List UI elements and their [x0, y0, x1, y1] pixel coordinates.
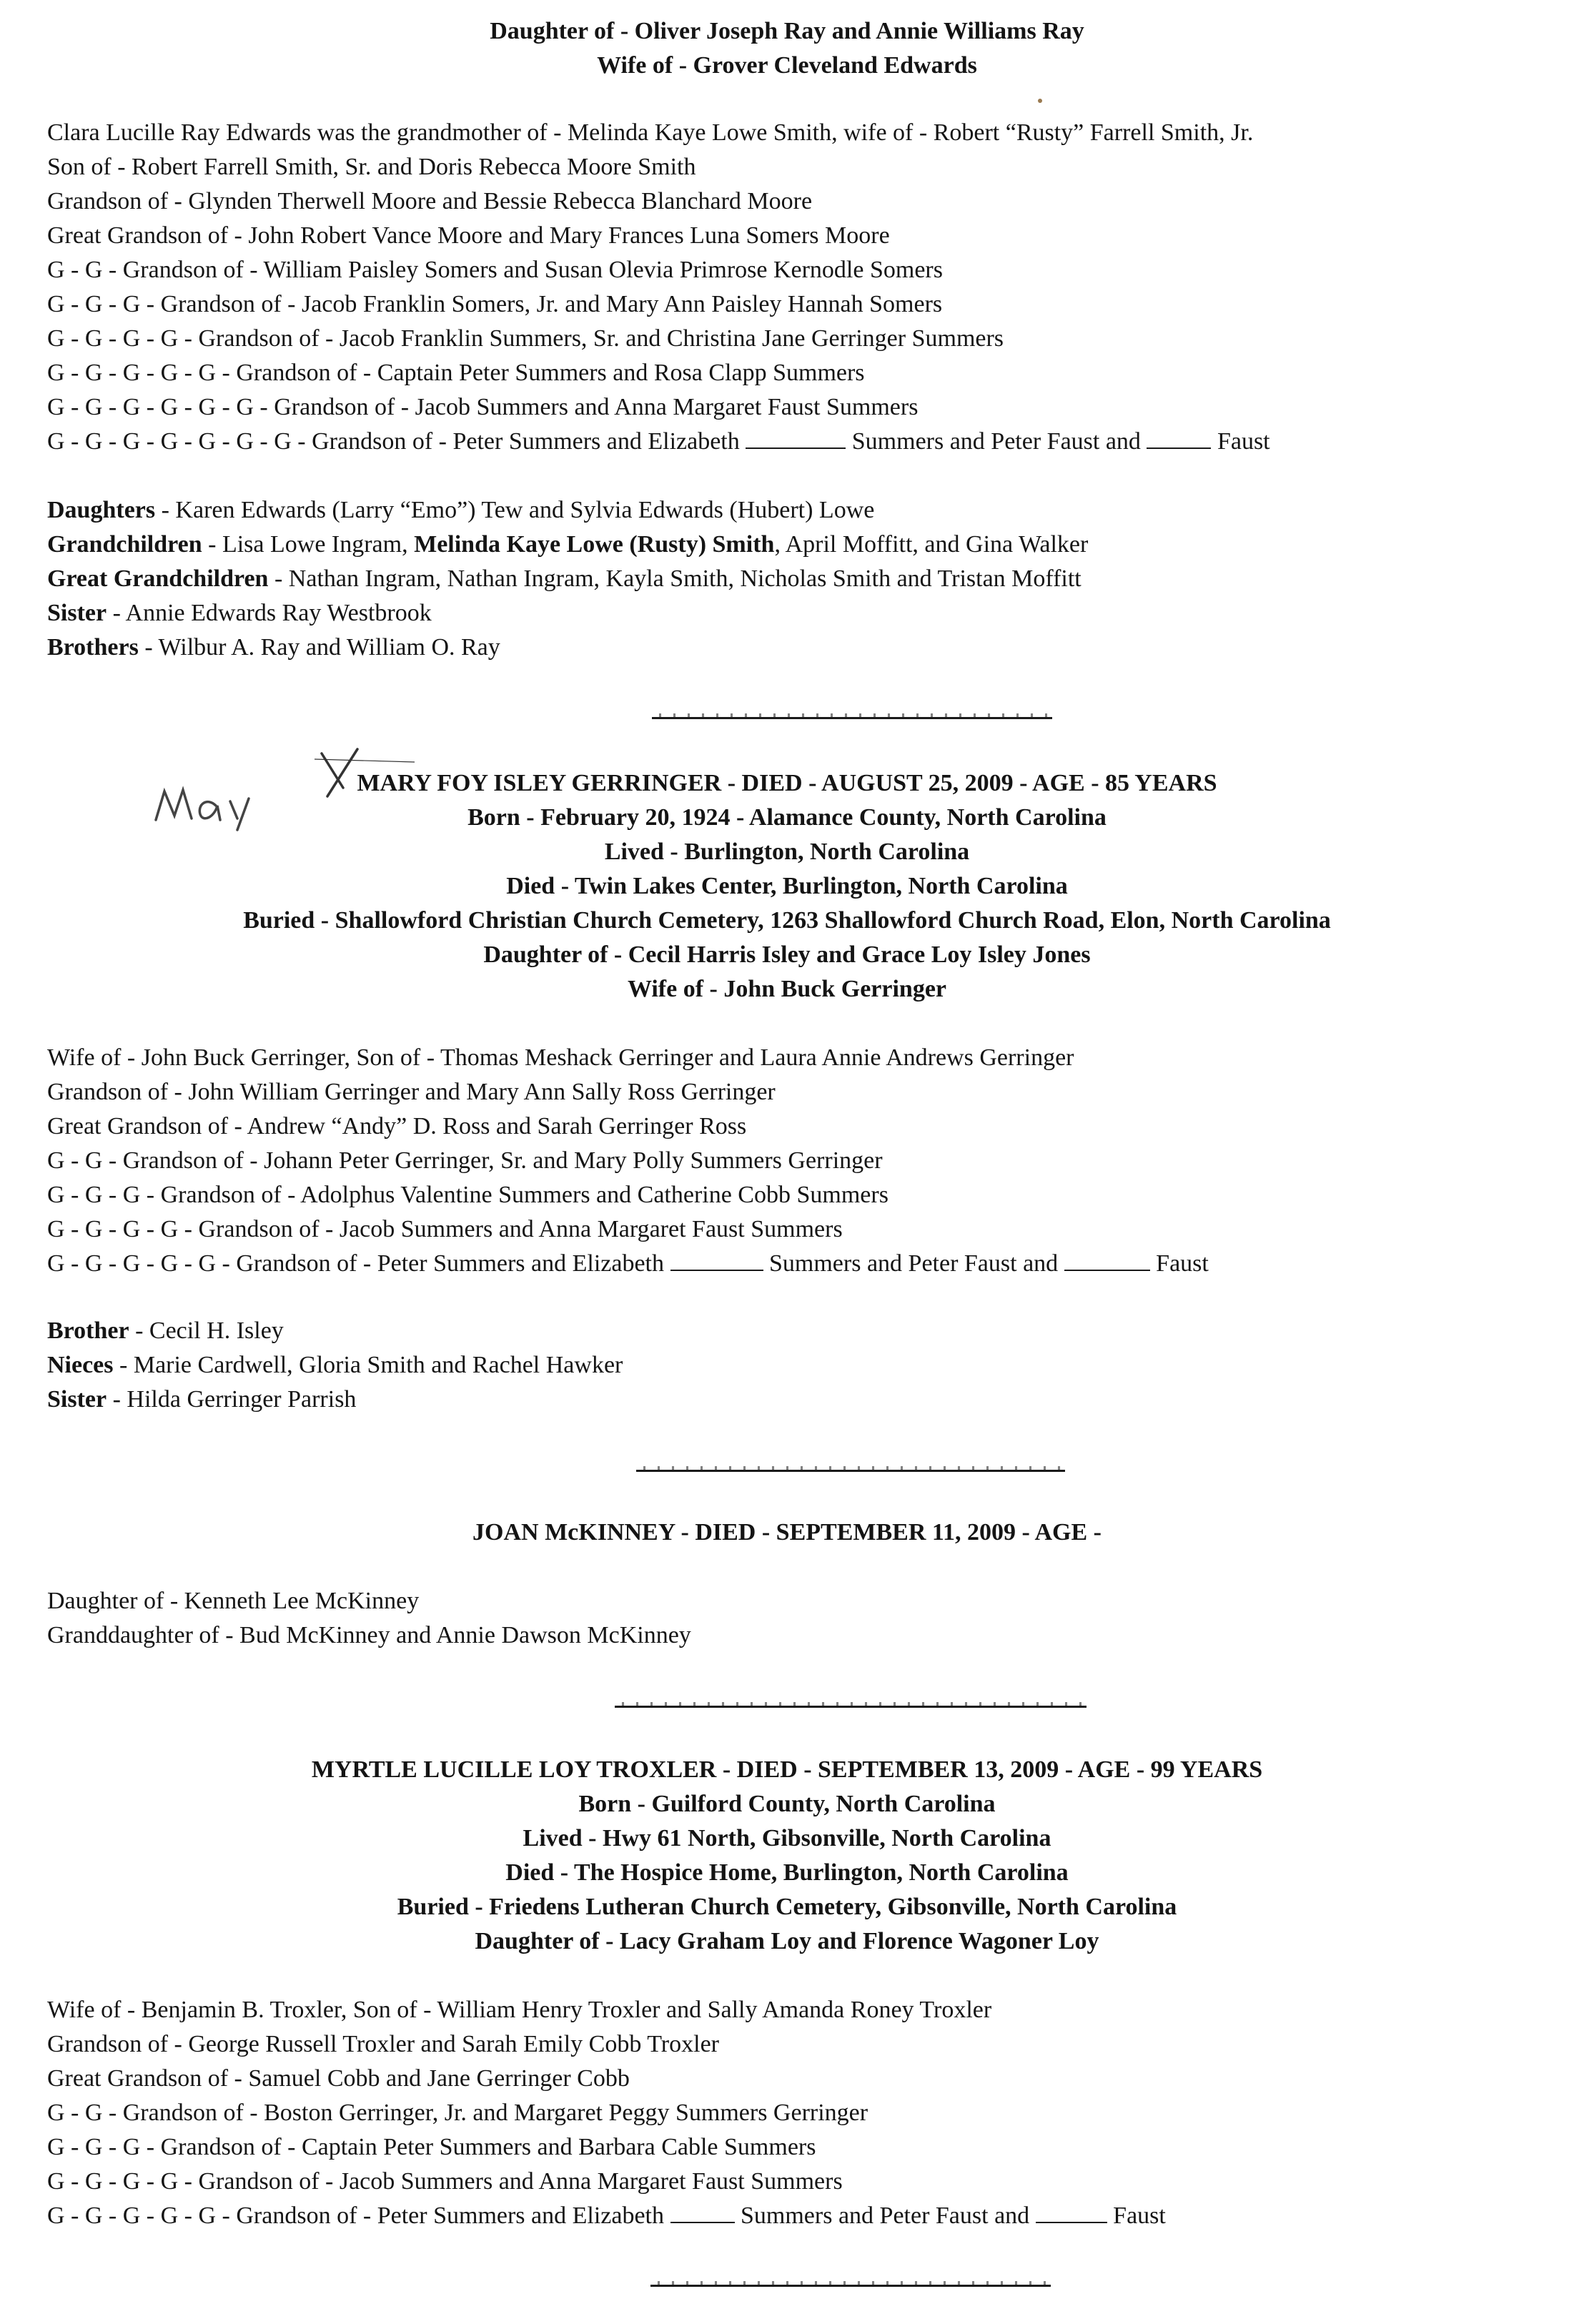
section4-header-line: Buried - Friedens Lutheran Church Cemetery, Gibsonville, North Carolina: [397, 1894, 1177, 1920]
section4-lineage-line: G - G - Grandson of - Boston Gerringer, Jr. and Margaret Peggy Summers Gerringer: [47, 2100, 868, 2126]
lineage-text: Summers and Peter Faust and: [851, 428, 1141, 455]
fill-blank: [1036, 2202, 1107, 2223]
section1-header-line-2: Wife of - Grover Cleveland Edwards: [597, 52, 977, 79]
fill-blank: [670, 2202, 735, 2223]
section2-lineage-line: Grandson of - John William Gerringer and Mary Ann Sally Ross Gerringer: [47, 1079, 776, 1105]
section4-header-line: Born - Guilford County, North Carolina: [578, 1791, 996, 1817]
section1-lineage-line: Clara Lucille Ray Edwards was the grandmother of - Melinda Kaye Lowe Smith, wife of - Robert “Rusty” Farrell Smith, Jr.: [47, 119, 1254, 146]
family-highlight: Melinda Kaye Lowe (Rusty) Smith: [414, 531, 775, 558]
lineage-text: Faust: [1217, 428, 1270, 455]
lineage-text: Summers and Peter Faust and: [769, 1250, 1059, 1277]
section2-header-line: Daughter of - Cecil Harris Isley and Grace Loy Isley Jones: [483, 941, 1091, 968]
family-text: - Lisa Lowe Ingram,: [202, 531, 415, 558]
lineage-text: Faust: [1113, 2202, 1166, 2229]
family-label: Brothers: [47, 634, 139, 661]
section1-family-daughters: [47, 493, 1541, 528]
section2-lineage-line: Great Grandson of - Andrew “Andy” D. Ross and Sarah Gerringer Ross: [47, 1113, 747, 1139]
section1-lineage-line: G - G - G - G - Grandson of - Jacob Franklin Summers, Sr. and Christina Jane Gerringer Summers: [47, 325, 1004, 352]
family-text: - Cecil H. Isley: [129, 1317, 284, 1344]
section-divider: [652, 717, 1052, 719]
section1-lineage-line: Grandson of - Glynden Therwell Moore and Bessie Rebecca Blanchard Moore: [47, 188, 813, 214]
family-text: - Marie Cardwell, Gloria Smith and Rachel Hawker: [113, 1352, 623, 1378]
family-text: - Wilbur A. Ray and William O. Ray: [138, 634, 500, 661]
section-divider: [636, 1470, 1065, 1472]
family-label: Sister: [47, 1386, 107, 1413]
section2-header-line: Died - Twin Lakes Center, Burlington, North Carolina: [506, 873, 1068, 899]
section4-lineage-line: Great Grandson of - Samuel Cobb and Jane Gerringer Cobb: [47, 2065, 630, 2092]
section-divider: [650, 2285, 1051, 2287]
section2-header-line: Born - February 20, 1924 - Alamance County, North Carolina: [467, 804, 1107, 831]
family-text: - Annie Edwards Ray Westbrook: [107, 600, 432, 626]
fill-blank: [1064, 1250, 1150, 1271]
section-divider: [615, 1706, 1087, 1708]
family-label: Sister: [47, 600, 107, 626]
lineage-text: G - G - G - G - G - G - G - Grandson of - Peter Summers and Elizabeth: [47, 428, 740, 455]
lineage-text: G - G - G - G - G - Grandson of - Peter Summers and Elizabeth: [47, 2202, 664, 2229]
section1-family-sister: [47, 596, 1541, 631]
section3-lineage-line: Daughter of - Kenneth Lee McKinney: [47, 1588, 420, 1614]
family-text: - Karen Edwards (Larry “Emo”) Tew and Sylvia Edwards (Hubert) Lowe: [155, 497, 875, 523]
family-label: Nieces: [47, 1352, 114, 1378]
lineage-text: Summers and Peter Faust and: [741, 2202, 1030, 2229]
section4-title: MYRTLE LUCILLE LOY TROXLER - DIED - SEPTEMBER 13, 2009 - AGE - 99 YEARS: [311, 1756, 1263, 1783]
section1-lineage-line: Great Grandson of - John Robert Vance Moore and Mary Frances Luna Somers Moore: [47, 222, 890, 249]
section3-title: JOAN McKINNEY - DIED - SEPTEMBER 11, 2009 - AGE -: [472, 1519, 1102, 1546]
section4-lineage-last-line: [47, 2199, 1541, 2233]
section1-lineage-line: G - G - G - G - G - Grandson of - Captain Peter Summers and Rosa Clapp Summers: [47, 360, 865, 386]
section1-lineage-line: G - G - Grandson of - William Paisley Somers and Susan Olevia Primrose Kernodle Somers: [47, 257, 943, 283]
section2-title: MARY FOY ISLEY GERRINGER - DIED - AUGUST 25, 2009 - AGE - 85 YEARS: [357, 770, 1217, 796]
section2-family-sister: [47, 1383, 1541, 1417]
section4-lineage-line: Grandson of - George Russell Troxler and Sarah Emily Cobb Troxler: [47, 2031, 719, 2057]
fill-blank: [746, 427, 846, 449]
section2-lineage-line: G - G - G - Grandson of - Adolphus Valentine Summers and Catherine Cobb Summers: [47, 1182, 889, 1208]
family-label: Daughters: [47, 497, 156, 523]
section1-lineage-line: G - G - G - Grandson of - Jacob Franklin Somers, Jr. and Mary Ann Paisley Hannah Somers: [47, 291, 943, 317]
section1-lineage-last-line: [47, 425, 1541, 459]
family-label: Great Grandchildren: [47, 565, 269, 592]
section2-lineage-line: G - G - G - G - Grandson of - Jacob Summers and Anna Margaret Faust Summers: [47, 1216, 843, 1242]
paper-speck: [1038, 99, 1042, 103]
section3-lineage-line: Granddaughter of - Bud McKinney and Annie Dawson McKinney: [47, 1622, 691, 1648]
family-label: Grandchildren: [47, 531, 202, 558]
fill-blank: [670, 1250, 763, 1271]
section1-lineage-line: Son of - Robert Farrell Smith, Sr. and Doris Rebecca Moore Smith: [47, 154, 696, 180]
section2-header-line: Lived - Burlington, North Carolina: [604, 839, 970, 865]
section1-header-line-1: Daughter of - Oliver Joseph Ray and Annie Williams Ray: [490, 18, 1084, 44]
section1-lineage-line: G - G - G - G - G - G - Grandson of - Jacob Summers and Anna Margaret Faust Summers: [47, 394, 919, 420]
family-text: , April Moffitt, and Gina Walker: [774, 531, 1089, 558]
section4-lineage-line: Wife of - Benjamin B. Troxler, Son of - William Henry Troxler and Sally Amanda Roney Troxler: [47, 1997, 992, 2023]
section2-header-line: Wife of - John Buck Gerringer: [627, 976, 947, 1002]
section2-lineage-line: Wife of - John Buck Gerringer, Son of - Thomas Meshack Gerringer and Laura Annie Andrews Gerringer: [47, 1044, 1074, 1071]
fill-blank: [1147, 427, 1211, 449]
family-text: - Nathan Ingram, Nathan Ingram, Kayla Smith, Nicholas Smith and Tristan Moffitt: [268, 565, 1081, 592]
section1-family-great-grandchildren: [47, 562, 1541, 596]
family-text: - Hilda Gerringer Parrish: [107, 1386, 357, 1413]
section4-header-line: Lived - Hwy 61 North, Gibsonville, North Carolina: [523, 1825, 1051, 1851]
section2-header-line: Buried - Shallowford Christian Church Cemetery, 1263 Shallowford Church Road, Elon, North Carolina: [243, 907, 1331, 934]
section1-family-brothers: [47, 631, 1541, 665]
section4-header-line: Daughter of - Lacy Graham Loy and Florence Wagoner Loy: [475, 1928, 1099, 1954]
section2-lineage-line: G - G - Grandson of - Johann Peter Gerringer, Sr. and Mary Polly Summers Gerringer: [47, 1147, 883, 1174]
section1-family-grandchildren: [47, 528, 1541, 562]
section2-family-brother: [47, 1314, 1541, 1348]
section4-lineage-line: G - G - G - G - Grandson of - Jacob Summers and Anna Margaret Faust Summers: [47, 2168, 843, 2195]
lineage-text: G - G - G - G - G - Grandson of - Peter Summers and Elizabeth: [47, 1250, 664, 1277]
section4-header-line: Died - The Hospice Home, Burlington, North Carolina: [505, 1859, 1069, 1886]
lineage-text: Faust: [1156, 1250, 1209, 1277]
section4-lineage-line: G - G - G - Grandson of - Captain Peter Summers and Barbara Cable Summers: [47, 2134, 816, 2160]
section2-family-nieces: [47, 1348, 1541, 1383]
section2-lineage-last-line: [47, 1247, 1541, 1281]
family-label: Brother: [47, 1317, 129, 1344]
